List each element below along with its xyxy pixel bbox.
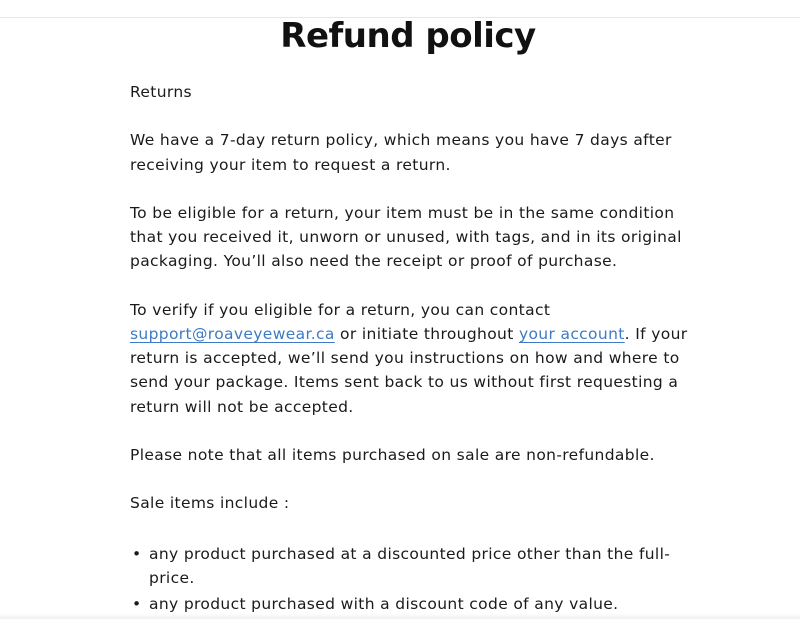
support-email-link[interactable]: support@roaveyewear.ca [130,324,335,343]
verify-middle-text: or initiate throughout [334,324,519,343]
policy-content [130,80,710,618]
sale-item-text: any product purchased at a discounted price other than the full-price. [149,544,671,587]
your-account-link[interactable]: your account [518,324,625,343]
verify-return-paragraph [130,298,710,419]
bottom-shadow [0,613,800,619]
bullet-icon: • [132,544,142,563]
sale-note-paragraph: Please note that all items purchased on sale are non-refundable. [130,445,655,464]
list-item [130,542,710,590]
sale-items-heading: Sale items include : [130,494,290,513]
verify-intro-text: To verify if you eligible for a return, you can contact [130,300,551,319]
returns-heading: Returns [130,83,192,101]
bullet-icon: • [132,594,142,613]
sale-items-list [130,542,710,617]
page-title: Refund policy [280,16,536,56]
sale-item-text: any product purchased with a discount code of any value. [149,594,619,613]
eligibility-paragraph: To be eligible for a return, your item must be in the same condition that you received it, unworn or unused, with tags, and in its original packaging. You’ll also need the receipt or proof of purchase. [130,203,682,271]
verify-rest-text: If your return is accepted, we’ll send you instructions on how and where to send your package. Items sent back to us without first requesting a return will not be accepted. [130,324,688,416]
verify-end-punct: . [624,324,630,343]
return-window-paragraph: We have a 7-day return policy, which means you have 7 days after receiving your item to request a return. [130,131,672,174]
